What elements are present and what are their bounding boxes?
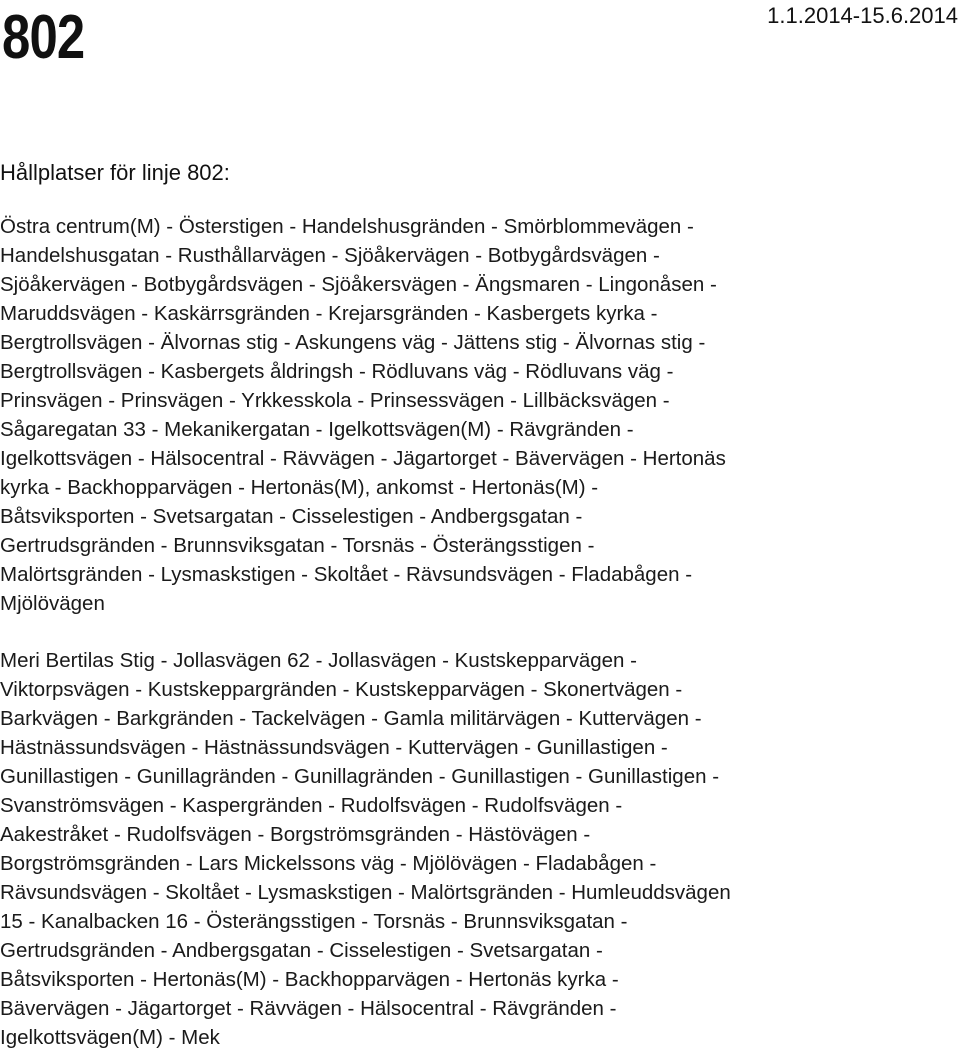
stop-list-line: Igelkottsvägen(M) - Mek [0, 1026, 220, 1049]
stops-section-outbound [0, 212, 958, 618]
stop-list-line: Bergtrollsvägen - Älvornas stig - Askungens väg - Jättens stig - Älvornas stig - [0, 331, 706, 354]
stop-list-line: Östra centrum(M) - Österstigen - Handelshusgränden - Smörblommevägen - [0, 215, 694, 238]
line-number: 802 [2, 3, 85, 72]
stop-list-line: Hästnässundsvägen - Hästnässundsvägen - Kuttervägen - Gunillastigen - [0, 736, 668, 759]
stop-list-line: kyrka - Backhopparvägen - Hertonäs(M), ankomst - Hertonäs(M) - [0, 476, 599, 499]
stop-list-line: Igelkottsvägen - Hälsocentral - Rävvägen - Jägartorget - Bävervägen - Hertonäs [0, 447, 726, 470]
date-range: 1.1.2014-15.6.2014 [767, 3, 958, 28]
stop-list-line: Sågaregatan 33 - Mekanikergatan - Igelkottsvägen(M) - Rävgränden - [0, 418, 634, 441]
stop-list-line: Bävervägen - Jägartorget - Rävvägen - Hälsocentral - Rävgränden - [0, 997, 617, 1020]
stop-list-line: Viktorpsvägen - Kustskeppargränden - Kustskepparvägen - Skonertvägen - [0, 678, 683, 701]
stop-list-line: Gunillastigen - Gunillagränden - Gunillagränden - Gunillastigen - Gunillastigen - [0, 765, 720, 788]
stop-list-line: Mjölövägen [0, 592, 105, 615]
stop-list-line: Båtsviksporten - Svetsargatan - Cisselestigen - Andbergsgatan - [0, 505, 583, 528]
stop-list-line: Aakestråket - Rudolfsvägen - Borgströmsgränden - Hästövägen - [0, 823, 591, 846]
stop-list-line: Rävsundsvägen - Skoltået - Lysmaskstigen - Malörtsgränden - Humleuddsvägen [0, 881, 731, 904]
stop-list-line: Sjöåkervägen - Botbygårdsvägen - Sjöåkersvägen - Ängsmaren - Lingonåsen - [0, 273, 717, 296]
stop-list-line: Borgströmsgränden - Lars Mickelssons väg - Mjölövägen - Fladabågen - [0, 852, 657, 875]
stop-list-line: 15 - Kanalbacken 16 - Österängsstigen - Torsnäs - Brunnsviksgatan - [0, 910, 628, 933]
stop-list-line: Handelshusgatan - Rusthållarvägen - Sjöåkervägen - Botbygårdsvägen - [0, 244, 660, 267]
stop-list-line: Maruddsvägen - Kaskärrsgränden - Krejarsgränden - Kasbergets kyrka - [0, 302, 658, 325]
stop-list-line: Båtsviksporten - Hertonäs(M) - Backhopparvägen - Hertonäs kyrka - [0, 968, 619, 991]
page-header [0, 0, 960, 80]
stops-heading: Hållplatser för linje 802: [0, 160, 230, 185]
stop-list-line: Barkvägen - Barkgränden - Tackelvägen - Gamla militärvägen - Kuttervägen - [0, 707, 702, 730]
stop-list-line: Gertrudsgränden - Andbergsgatan - Cisselestigen - Svetsargatan - [0, 939, 603, 962]
stop-list-line: Bergtrollsvägen - Kasbergets åldringsh - Rödluvans väg - Rödluvans väg - [0, 360, 674, 383]
stops-section-return [0, 646, 958, 1052]
stop-list-line: Prinsvägen - Prinsvägen - Yrkkesskola - Prinsessvägen - Lillbäcksvägen - [0, 389, 670, 412]
stop-list-line: Gertrudsgränden - Brunnsviksgatan - Torsnäs - Österängsstigen - [0, 534, 595, 557]
stop-list-line: Meri Bertilas Stig - Jollasvägen 62 - Jollasvägen - Kustskepparvägen - [0, 649, 637, 672]
stop-list-line: Malörtsgränden - Lysmaskstigen - Skoltået - Rävsundsvägen - Fladabågen - [0, 563, 693, 586]
stop-list-line: Svanströmsvägen - Kaspergränden - Rudolfsvägen - Rudolfsvägen - [0, 794, 623, 817]
